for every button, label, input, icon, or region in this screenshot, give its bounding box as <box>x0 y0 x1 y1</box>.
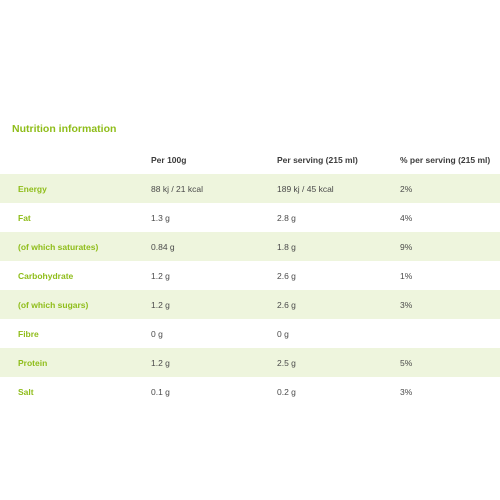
per-100g-value: 1.2 g <box>151 290 277 319</box>
percent-per-serving-value <box>400 319 500 348</box>
per-serving-value: 1.8 g <box>277 232 400 261</box>
per-serving-value: 189 kj / 45 kcal <box>277 174 400 203</box>
percent-per-serving-value: 4% <box>400 212 413 223</box>
header-nutrient <box>0 145 151 174</box>
table-row <box>0 232 500 261</box>
percent-per-serving-value: 3% <box>400 386 413 397</box>
nutrient-name: Salt <box>18 386 34 397</box>
table-row <box>0 174 500 203</box>
per-100g-value: 0 g <box>151 328 163 339</box>
table-row <box>0 261 500 290</box>
per-100g-value: 1.2 g <box>151 348 277 377</box>
per-100g-value: 1.3 g <box>151 212 170 223</box>
table-row <box>0 319 500 348</box>
percent-per-serving-value: 5% <box>400 348 500 377</box>
header-per-100g: Per 100g <box>151 154 187 165</box>
per-serving-value: 2.6 g <box>277 270 296 281</box>
percent-per-serving-value: 2% <box>400 174 500 203</box>
per-serving-value: 2.6 g <box>277 290 400 319</box>
per-100g-value: 88 kj / 21 kcal <box>151 174 277 203</box>
nutrient-name: Fibre <box>18 328 39 339</box>
nutrient-name: Protein <box>0 348 151 377</box>
table-header-row <box>0 145 500 174</box>
nutrition-table <box>0 145 500 406</box>
per-100g-value: 1.2 g <box>151 270 170 281</box>
percent-per-serving-value: 1% <box>400 270 413 281</box>
per-serving-value: 2.5 g <box>277 348 400 377</box>
table-row <box>0 203 500 232</box>
header-percent-per-serving: % per serving (215 ml) <box>400 154 491 165</box>
nutrient-name: Energy <box>0 174 151 203</box>
nutrient-name: Carbohydrate <box>18 270 74 281</box>
table-row <box>0 348 500 377</box>
percent-per-serving-value: 3% <box>400 290 500 319</box>
per-100g-value: 0.84 g <box>151 232 277 261</box>
header-per-serving: Per serving (215 ml) <box>277 154 358 165</box>
nutrient-name: Fat <box>18 212 31 223</box>
per-serving-value: 0 g <box>277 328 289 339</box>
percent-per-serving-value: 9% <box>400 232 500 261</box>
nutrition-title: Nutrition information <box>12 123 117 135</box>
per-100g-value: 0.1 g <box>151 386 170 397</box>
per-serving-value: 2.8 g <box>277 212 296 223</box>
table-row <box>0 290 500 319</box>
nutrient-name: (of which saturates) <box>0 232 151 261</box>
table-row <box>0 377 500 406</box>
per-serving-value: 0.2 g <box>277 386 296 397</box>
nutrition-panel <box>0 120 500 406</box>
nutrient-name: (of which sugars) <box>0 290 151 319</box>
